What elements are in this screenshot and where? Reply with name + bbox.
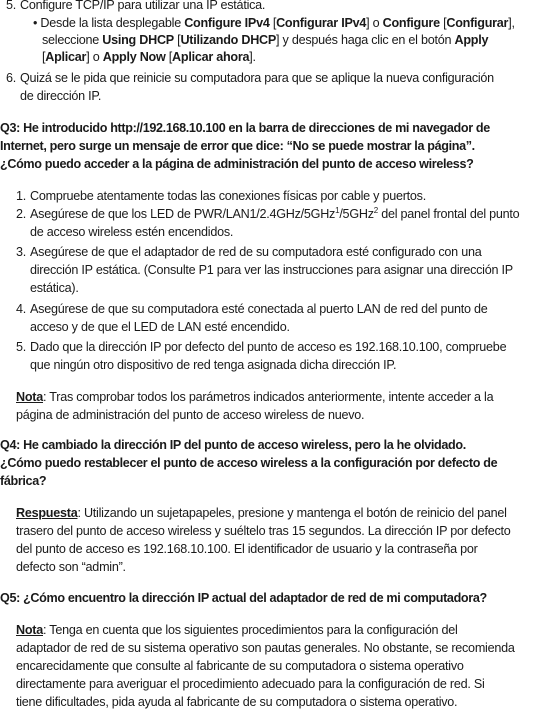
question-heading: fábrica? <box>0 474 47 488</box>
sub-bullet-line <box>42 49 256 66</box>
note-label: Nota <box>16 390 43 404</box>
note-paragraph: tiene dificultades, pida ayuda al fabricante de su computadora o sistema operativo. <box>16 695 458 709</box>
ui-term: Configure IPv4 <box>184 16 270 30</box>
note-paragraph: directamente para averiguar el procedimiento adecuado para la configuración de red. Si <box>16 677 485 691</box>
sub-bullet-line <box>42 32 488 49</box>
list-item-text <box>30 206 519 223</box>
text-run: [ <box>173 33 181 47</box>
question-heading: ¿Cómo puedo acceder a la página de administración del punto de acceso wireless? <box>0 157 474 171</box>
answer-label: Respuesta <box>16 506 78 520</box>
question-heading: ¿Cómo puedo restablecer el punto de acceso wireless a la configuración por defecto de <box>0 456 498 470</box>
answer-paragraph: trasero del punto de acceso wireless y suéltelo tras 15 segundos. La dirección IP por defecto <box>16 524 511 538</box>
list-item-text: dirección IP estática. (Consulte P1 para ver las instrucciones para asignar una dirección IP <box>30 263 513 277</box>
answer-paragraph: del punto de acceso es 192.168.10.100. El identificador de usuario y la contraseña por <box>16 542 478 556</box>
bullet: • <box>33 16 38 30</box>
ui-term: Apply Now <box>102 50 166 64</box>
text-run: del panel frontal del punto <box>377 207 520 221</box>
list-number: 4. <box>16 302 27 316</box>
text-run: : Tenga en cuenta que los siguientes procedimientos para la configuración del <box>43 623 458 637</box>
list-number: 6. <box>6 71 17 85</box>
text-run: ] o <box>366 16 383 30</box>
question-heading: Q3: He introducido http://192.168.10.100 en la barra de direcciones de mi navegador de <box>0 121 490 135</box>
text-run: [ <box>42 50 46 64</box>
note-paragraph: encarecidamente que consulte al fabricante de su computadora o sistema operativo <box>16 659 464 673</box>
list-number: 2. <box>16 207 27 221</box>
note-label: Nota <box>16 623 43 637</box>
footnote-marker: 1 <box>335 206 340 215</box>
ui-term: Configurar IPv4 <box>276 16 367 30</box>
text-run: /5GHz <box>339 207 374 221</box>
ui-term: Configure <box>382 16 440 30</box>
list-number: 3. <box>16 245 27 259</box>
question-heading: Q5: ¿Cómo encuentro la dirección IP actual del adaptador de red de mi computadora? <box>0 591 487 605</box>
list-number: 1. <box>16 189 27 203</box>
list-item-text: Asegúrese de que su computadora esté conectada al puerto LAN de red del punto de <box>30 302 488 316</box>
text-run: ] y después haga clic en el botón <box>276 33 455 47</box>
list-item-text: Asegúrese de que el adaptador de red de su computadora esté configurado con una <box>30 245 482 259</box>
ui-term: Configurar <box>446 16 509 30</box>
list-item-text: acceso y de que el LED de LAN esté encendido. <box>30 320 290 334</box>
list-item-text: Configure TCP/IP para utilizar una IP estática. <box>20 0 266 12</box>
note-paragraph <box>16 622 458 639</box>
text-run: ], <box>508 16 515 30</box>
note-paragraph: página de administración del punto de acceso wireless de nuevo. <box>16 408 365 422</box>
ui-term: Aplicar ahora <box>172 50 250 64</box>
ui-term: Apply <box>454 33 489 47</box>
note-paragraph: adaptador de red de su sistema operativo son pautas generales. No obstante, se recomienda <box>16 641 515 655</box>
text-run: [ <box>439 16 447 30</box>
list-number: 5. <box>6 0 17 12</box>
ui-term: Utilizando DHCP <box>180 33 277 47</box>
text-run: [ <box>165 50 173 64</box>
footnote-marker: 2 <box>373 206 378 215</box>
ui-term: Using DHCP <box>102 33 174 47</box>
text-run: seleccione <box>42 33 103 47</box>
text-run: Desde la lista desplegable <box>40 16 185 30</box>
list-item-text: de dirección IP. <box>20 89 102 103</box>
list-item-text: que ningún otro dispositivo de red tenga asignada dicha dirección IP. <box>30 358 397 372</box>
note-paragraph <box>16 389 493 406</box>
list-number: 5. <box>16 340 27 354</box>
question-heading: Q4: He cambiado la dirección IP del punto de acceso wireless, pero la he olvidado. <box>0 438 466 452</box>
list-item-text: de acceso wireless estén encendidos. <box>30 225 234 239</box>
text-run: ] o <box>86 50 103 64</box>
text-run: ]. <box>249 50 256 64</box>
text-run: : Utilizando un sujetapapeles, presione y mantenga el botón de reinicio del panel <box>77 506 507 520</box>
text-run: : Tras comprobar todos los parámetros indicados anteriormente, intente acceder a la <box>43 390 494 404</box>
text-run: [ <box>269 16 277 30</box>
ui-term: Aplicar <box>45 50 87 64</box>
sub-bullet-line <box>33 15 515 32</box>
answer-paragraph <box>16 505 507 522</box>
list-item-text: estática). <box>30 281 79 295</box>
list-item-text: Compruebe atentamente todas las conexiones físicas por cable y puertos. <box>30 189 426 203</box>
list-item-text: Quizá se le pida que reinicie su computadora para que se aplique la nueva configuración <box>20 71 494 85</box>
list-item-text: Dado que la dirección IP por defecto del punto de acceso es 192.168.10.100, compruebe <box>30 340 507 354</box>
question-heading: Internet, pero surge un mensaje de error que dice: “No se puede mostrar la página”. <box>0 139 475 153</box>
text-run: Asegúrese de que los LED de PWR/LAN1/2.4GHz/5GHz <box>30 207 336 221</box>
answer-paragraph: defecto son “admin”. <box>16 560 126 574</box>
